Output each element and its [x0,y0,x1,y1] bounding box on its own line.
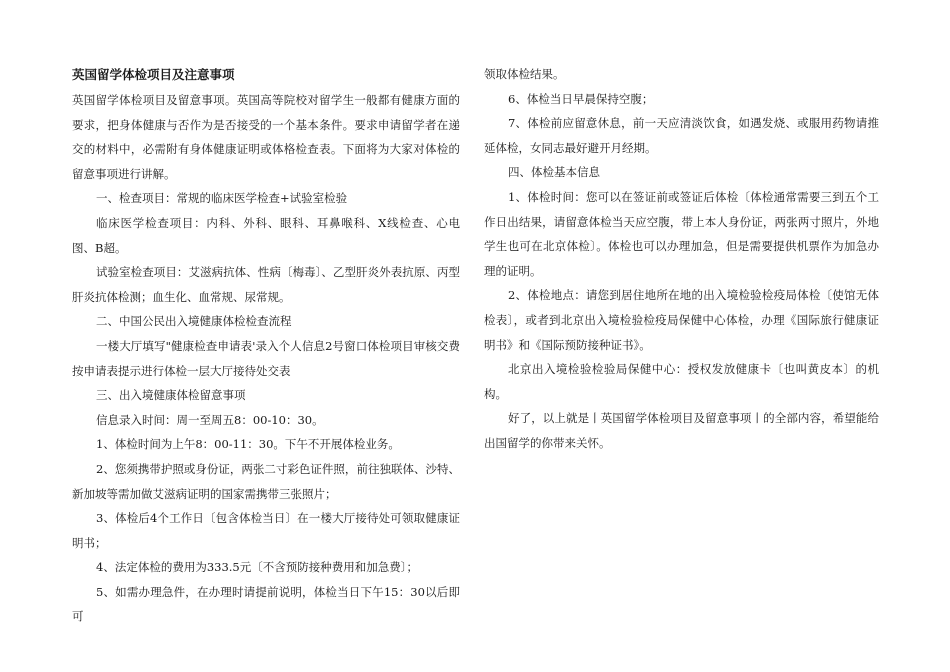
paragraph: 1、体检时间：您可以在签证前或签证后体检〔体检通常需要三到五个工作日出结果，请留意体检当天应空腹，带上本人身份证，两张两寸照片，外地学生也可在北京体检〕。体检也可以办理加急，但是需要提供机票作为加急办理的证明。 [484,189,879,278]
paragraph: 3、体检后4个工作日〔包含体检当日〕在一楼大厅接待处可领取健康证明书； [72,511,460,550]
paragraph: 2、体检地点：请您到居住地所在地的出入境检验检疫局体检〔使馆无体检表〕，或者到北京出入境检验检疫局保健中心体检，办理《国际旅行健康证明书》和《国际预防接种证书》。 [484,288,879,352]
paragraph: 2、您须携带护照或身份证，两张二寸彩色证件照，前往独联体、沙特、新加坡等需加做艾滋病证明的国家需携带三张照片； [72,461,460,501]
paragraph: 试验室检查项目：艾滋病抗体、性病〔梅毒〕、乙型肝炎外表抗原、丙型肝炎抗体检测；血生化、血常规、尿常规。 [72,265,460,304]
paragraph: 临床医学检查项目：内科、外科、眼科、耳鼻喉科、X线检查、心电图、B超。 [72,215,460,255]
paragraph: 二、中国公民出入境健康体检检查流程 [96,314,292,329]
paragraph: 信息录入时间：周一至周五8：00-10：30。 [96,412,324,427]
paragraph: 北京出入境检验检验局保健中心：授权发放健康卡〔也叫黄皮本〕的机构。 [484,362,879,401]
paragraph: 1、体检时间为上午8：00-11：30。下午不开展体检业务。 [96,437,400,452]
paragraph: 三、出入境健康体检留意事项 [96,388,246,403]
paragraph: 6、体检当日早晨保持空腹； [508,91,654,106]
paragraph: 好了，以上就是丨英国留学体检项目及留意事项丨的全部内容，希望能给出国留学的你带来关怀。 [484,411,879,450]
paragraph: 5、如需办理急件，在办理时请提前说明，体检当日下午15：30以后即可 [72,584,460,624]
paragraph: 7、体检前应留意休息，前一天应清淡饮食，如遇发烧、或服用药物请推延体检，女同志最好避开月经期。 [484,116,879,155]
paragraph: 英国留学体检项目及留意事项。英国高等院校对留学生一般都有健康方面的要求，把身体健康与否作为是否接受的一个基本条件。要求申请留学者在递交的材料中，必需附有身体健康证明或体格检查表。下面将为大家对体检的留意事项进行讲解。 [72,93,460,181]
right-column [484,62,879,456]
left-column [72,62,460,629]
paragraph: 四、体检基本信息 [508,165,600,180]
left-column-body [72,88,460,629]
paragraph: 一楼大厅填写"健康检查申请表'录入个人信息2号窗口体检项目审核交费按申请表提示进行体检一层大厅接待处交表 [72,338,460,378]
right-column-body [484,62,879,456]
paragraph: 领取体检结果。 [484,67,565,81]
paragraph: 一、检查项目：常规的临床医学检查+试验室检验 [96,191,348,206]
paragraph: 4、法定体检的费用为333.5元〔不含预防接种费用和加急费〕； [96,560,418,575]
document-title: 英国留学体检项目及注意事项 [72,67,235,82]
